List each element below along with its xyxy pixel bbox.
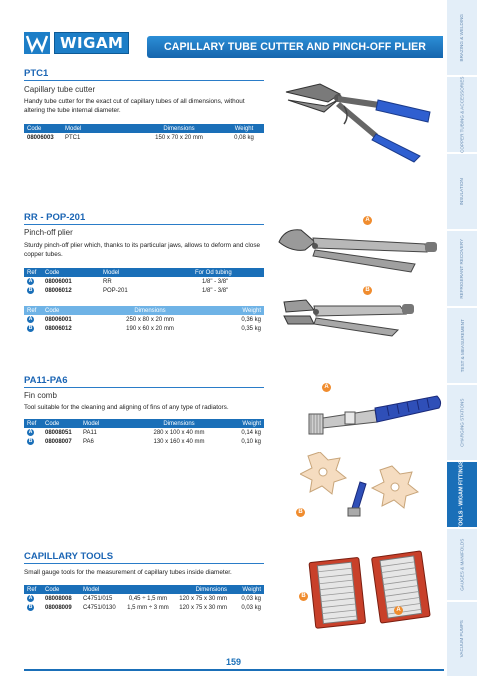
logo-mark-icon (24, 32, 50, 54)
table-header-row (24, 124, 264, 133)
table-header: Code (42, 306, 100, 315)
sidebar-tab-6-active[interactable] (447, 462, 477, 528)
pinch-off-plier-pop201-image (280, 290, 440, 342)
capillary-gauge-image (306, 550, 436, 632)
table-cell: RR (103, 278, 112, 285)
pinch-off-plier-rr-image (275, 222, 440, 278)
table-cell: PA6 (83, 438, 94, 445)
sidebar-tab-0[interactable] (447, 0, 477, 76)
fin-comb-pa6-image (300, 452, 440, 542)
marker-b: B (296, 508, 305, 517)
table-header: For Od tubing (192, 268, 264, 277)
sidebar-tab-7[interactable] (447, 529, 477, 601)
marker-a: A (363, 216, 372, 225)
table-header: Weight (224, 124, 264, 133)
tube-cutter-image (280, 72, 440, 164)
table-cell: C4751/015 (83, 595, 113, 602)
page-title: CAPILLARY TUBE CUTTER AND PINCH-OFF PLIER (163, 41, 427, 53)
table-header: Weight (230, 585, 264, 594)
table-header-row (24, 306, 264, 315)
table-header: Dimensions (134, 419, 224, 428)
table-header: Model (62, 124, 134, 133)
sidebar-tab-8[interactable] (447, 602, 477, 677)
table-header: Code (42, 419, 80, 428)
sidebar-tab-label: CHARGING STATIONS (459, 398, 465, 447)
section-rule (24, 563, 264, 564)
spec-table-ptc1 (24, 124, 264, 142)
section-description-pa: Tool suitable for the cleaning and aligning of fins of any type of radiators. (24, 404, 229, 411)
ref-badge: B (28, 438, 33, 444)
section-subtitle-rr: Pinch-off plier (24, 228, 73, 237)
table-header: Model (80, 419, 134, 428)
marker-b: B (299, 592, 308, 601)
spec-table-rr-dimensions (24, 306, 264, 333)
table-cell: 120 x 75 x 30 mm (179, 595, 227, 602)
table-header: Ref (24, 306, 42, 315)
sidebar-tab-label: INSULATION (459, 177, 465, 206)
category-sidebar (447, 0, 477, 677)
page-number: 159 (226, 657, 242, 667)
table-cell: 08006003 (27, 134, 54, 141)
section-description-rr: Sturdy pinch-off plier which, thanks to its particular jaws, allows to deform and close copper tubes. (24, 242, 261, 259)
table-cell: 0,08 kg (234, 134, 254, 141)
table-row (24, 277, 264, 286)
table-cell: 0,35 kg (241, 325, 261, 332)
table-cell: PTC1 (65, 134, 81, 141)
spec-table-pa (24, 419, 264, 446)
table-header: Model (80, 585, 124, 594)
brand-name: WIGAM (54, 32, 129, 54)
table-header: Ref (24, 268, 42, 277)
table-row (24, 437, 264, 446)
table-row (24, 603, 264, 612)
table-cell: 1/8" - 3/8" (202, 287, 229, 294)
table-row (24, 315, 264, 324)
section-rule (24, 80, 264, 81)
ref-badge: B (28, 287, 33, 293)
sidebar-tab-label: TEST & MEASUREMENT (459, 318, 465, 373)
table-cell: 0,45 ÷ 1,5 mm (128, 595, 168, 602)
table-row (24, 594, 264, 603)
table-cell: 280 x 100 x 40 mm (153, 429, 205, 436)
section-subtitle-pa: Fin comb (24, 391, 57, 400)
section-description-ptc1: Handy tube cutter for the exact cut of capillary tubes of all dimensions, without altering the tube internal diameter. (24, 98, 245, 115)
table-cell: 0,03 kg (241, 595, 261, 602)
sidebar-tab-label: GAUGES & MANIFOLDS (459, 538, 465, 591)
sidebar-tab-label: COPPER TUBING & ACCESSORIES (459, 76, 465, 153)
section-title-pa: PA11-PA6 (24, 375, 68, 386)
table-header: Ref (24, 585, 42, 594)
table-cell: 08006012 (45, 287, 72, 294)
section-rule (24, 387, 264, 388)
table-header: Weight (200, 306, 264, 315)
table-cell: 130 x 160 x 40 mm (153, 438, 205, 445)
sidebar-tab-label: BRAZING & WELDING (459, 13, 465, 62)
table-cell: 08008051 (45, 429, 72, 436)
table-header: Ref (24, 419, 42, 428)
table-cell: 120 x 75 x 30 mm (179, 604, 227, 611)
page-title-bar (147, 36, 443, 58)
section-description-capillary: Small gauge tools for the measurement of capillary tubes inside diameter. (24, 569, 232, 576)
ref-badge: A (28, 316, 33, 322)
sidebar-tab-3[interactable] (447, 231, 477, 307)
table-row (24, 428, 264, 437)
table-cell: 08008007 (45, 438, 72, 445)
ref-badge: A (28, 429, 33, 435)
marker-b: B (363, 286, 372, 295)
table-cell: 1,5 mm ÷ 3 mm (127, 604, 169, 611)
sidebar-tab-2[interactable] (447, 154, 477, 230)
table-header: Code (24, 124, 62, 133)
table-cell: POP-201 (103, 287, 128, 294)
ref-badge: B (28, 325, 33, 331)
footer-rule (24, 669, 444, 671)
table-cell: 08006012 (45, 325, 72, 332)
table-header-row (24, 268, 264, 277)
table-cell: 1/8" - 3/8" (202, 278, 229, 285)
sidebar-tab-label: VACUUM PUMPS (459, 620, 465, 658)
table-cell: 190 x 60 x 20 mm (126, 325, 174, 332)
table-header: Model (100, 268, 192, 277)
table-header: Code (42, 585, 80, 594)
sidebar-tab-4[interactable] (447, 308, 477, 384)
sidebar-tab-5[interactable] (447, 385, 477, 461)
table-cell: 08008008 (45, 595, 72, 602)
table-header: Code (42, 268, 100, 277)
wigam-logo (24, 32, 129, 54)
table-cell: 08008009 (45, 604, 72, 611)
table-cell: 250 x 80 x 20 mm (126, 316, 174, 323)
section-title-capillary: CAPILLARY TOOLS (24, 551, 114, 562)
table-header (124, 585, 172, 594)
table-cell: 08006001 (45, 278, 72, 285)
spec-table-rr (24, 268, 264, 295)
table-cell: 0,03 kg (241, 604, 261, 611)
section-subtitle-ptc1: Capillary tube cutter (24, 85, 96, 94)
table-cell: C4751/0130 (83, 604, 116, 611)
table-cell: PA11 (83, 429, 97, 436)
section-title-ptc1: PTC1 (24, 68, 49, 79)
section-title-rr: RR - POP-201 (24, 212, 86, 223)
table-row (24, 286, 264, 295)
table-header: Dimensions (172, 585, 230, 594)
table-header-row (24, 585, 264, 594)
table-header: Weight (224, 419, 264, 428)
table-cell: 0,10 kg (241, 438, 261, 445)
fin-comb-pa11-image (305, 392, 445, 444)
ref-badge: B (28, 604, 33, 610)
table-cell: 150 x 70 x 20 mm (155, 134, 203, 141)
ref-badge: A (28, 595, 33, 601)
marker-a: A (322, 383, 331, 392)
table-header: Dimensions (134, 124, 224, 133)
section-rule (24, 224, 264, 225)
table-cell: 0,36 kg (241, 316, 261, 323)
spec-table-capillary (24, 585, 264, 612)
table-row (24, 324, 264, 333)
sidebar-tab-label: REFRIGERANT RECOVERY (459, 238, 465, 299)
table-row (24, 133, 264, 142)
ref-badge: A (28, 278, 33, 284)
table-cell: 08006001 (45, 316, 72, 323)
sidebar-tab-1[interactable] (447, 77, 477, 153)
sidebar-tab-label: TOOLS - WIGAM FITTINGS (458, 460, 465, 529)
marker-a: A (394, 606, 403, 615)
table-header: Dimensions (100, 306, 200, 315)
table-header-row (24, 419, 264, 428)
table-cell: 0,14 kg (241, 429, 261, 436)
